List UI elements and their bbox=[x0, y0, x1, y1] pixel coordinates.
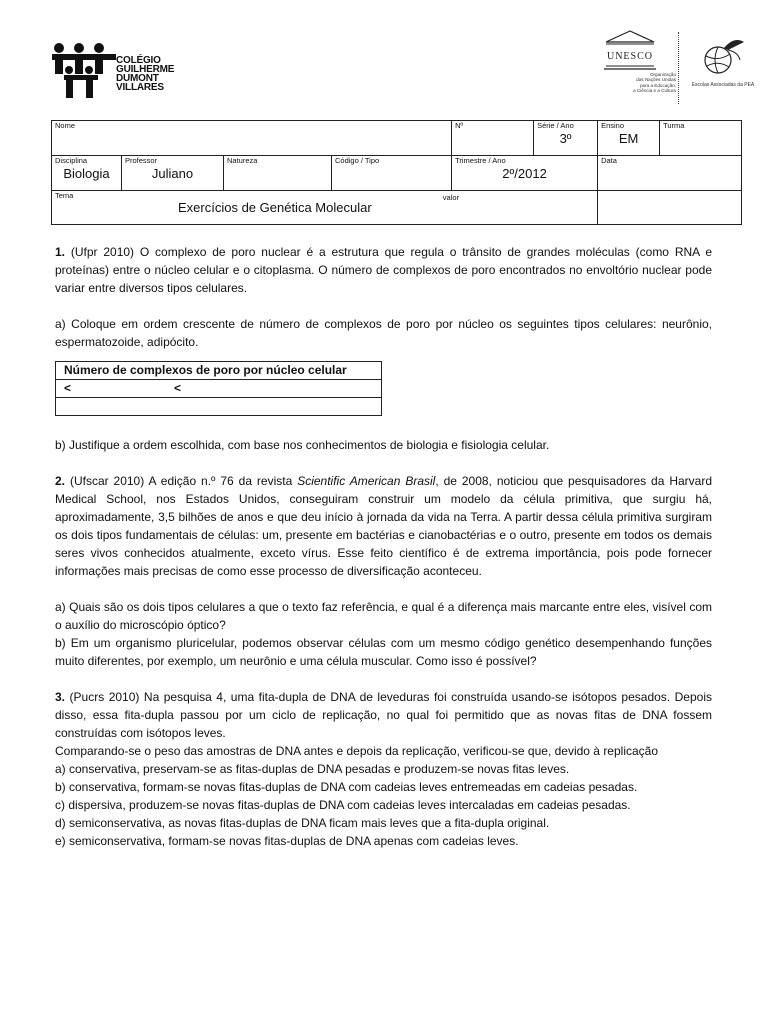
codigo-cell[interactable] bbox=[332, 156, 452, 191]
codigo-label: Código / Tipo bbox=[335, 156, 380, 165]
question-number: 1. bbox=[55, 245, 66, 259]
school-emblem-icon bbox=[52, 42, 118, 100]
disciplina-value: Biologia bbox=[63, 166, 110, 181]
professor-cell[interactable] bbox=[122, 156, 224, 191]
unesco-temple-icon bbox=[604, 30, 656, 72]
trimestre-label: Trimestre / Ano bbox=[455, 156, 506, 165]
question-text: (Pucrs 2010) Na pesquisa 4, uma fita-dupla de DNA de leveduras foi construída usando-se isótopos pesados. Depois disso, essa fita-dupla passou por um ciclo de replicação, no qual foi permitido que as novas fitas de DNA fossem construídas com isótopos leves. bbox=[55, 690, 712, 740]
option-c: c) dispersiva, produzem-se novas fitas-duplas de DNA com cadeias leves intercaladas em cadeias pesadas. bbox=[55, 798, 631, 812]
answer-table bbox=[55, 361, 382, 416]
turma-cell[interactable] bbox=[660, 121, 742, 156]
disciplina-label: Disciplina bbox=[55, 156, 88, 165]
question-1-part-a: a) Coloque em ordem crescente de número de complexos de poro por núcleo os seguintes tipos celulares: neurônio, espermatozoide, adipócito. bbox=[55, 317, 712, 349]
nome-cell[interactable] bbox=[52, 121, 452, 156]
question-2-part-a: a) Quais são os dois tipos celulares a que o texto faz referência, e qual é a diferença mais marcante entre eles, visível com o auxílio do microscópio óptico? bbox=[55, 600, 712, 632]
unesco-caption: Organização das Nações Unidas para a Educação, a Ciência e a Cultura bbox=[633, 72, 676, 94]
data-cell[interactable] bbox=[598, 156, 742, 191]
question-text: (Ufpr 2010) O complexo de poro nuclear é a estrutura que regula o trânsito de grandes moléculas (como RNA e proteínas) entre o núcleo celular e o citoplasma. O número de complexos de poro encontrados no envoltório nuclear pode variar entre diversos tipos celulares. bbox=[55, 245, 712, 295]
ensino-value: EM bbox=[618, 131, 639, 146]
tema-label: Tema bbox=[55, 191, 74, 200]
school-name: COLÉGIO GUILHERME DUMONT VILLARES bbox=[116, 55, 175, 93]
turma-label: Turma bbox=[663, 121, 685, 130]
header-divider bbox=[678, 32, 679, 104]
tema-cell bbox=[52, 191, 598, 225]
serie-value: 3º bbox=[559, 131, 572, 146]
question-1 bbox=[55, 243, 712, 297]
globe-leaf-icon bbox=[694, 34, 752, 82]
question-1-part-b: b) Justifique a ordem escolhida, com base nos conhecimentos de biologia e fisiologia celular. bbox=[55, 438, 550, 452]
answer-blank-row[interactable] bbox=[56, 398, 382, 416]
question-number: 2. bbox=[55, 474, 66, 488]
trimestre-cell[interactable] bbox=[452, 156, 598, 191]
valor-cell[interactable] bbox=[598, 191, 742, 225]
question-3-stem: Comparando-se o peso das amostras de DNA antes e depois da replicação, verificou-se que, devido à replicação bbox=[55, 744, 659, 758]
magazine-title: Scientific American Brasil bbox=[297, 474, 436, 488]
unesco-logo bbox=[596, 30, 676, 106]
professor-label: Professor bbox=[125, 156, 158, 165]
peace-caption: Escolas Associadas da PEA bbox=[691, 82, 755, 88]
ensino-label: Ensino bbox=[601, 121, 624, 130]
less-than-sign: < bbox=[64, 381, 72, 395]
trimestre-value: 2º/2012 bbox=[502, 166, 547, 181]
school-logo bbox=[52, 42, 212, 100]
question-2 bbox=[55, 472, 712, 580]
serie-label: Série / Ano bbox=[537, 121, 574, 130]
numero-label: Nº bbox=[455, 121, 464, 130]
option-d: d) semiconservativa, as novas fitas-duplas de DNA ficam mais leves que a fita-dupla original. bbox=[55, 816, 550, 830]
ensino-cell[interactable] bbox=[598, 121, 660, 156]
disciplina-cell[interactable] bbox=[52, 156, 122, 191]
data-label: Data bbox=[601, 156, 617, 165]
serie-cell[interactable] bbox=[534, 121, 598, 156]
svg-text:UNESCO: UNESCO bbox=[606, 51, 654, 62]
valor-label: valor bbox=[442, 193, 460, 202]
option-e: e) semiconservativa, formam-se novas fitas-duplas de DNA apenas com cadeias leves. bbox=[55, 834, 519, 848]
student-info-table bbox=[51, 120, 742, 225]
question-number: 3. bbox=[55, 690, 66, 704]
option-a: a) conservativa, preservam-se as fitas-duplas de DNA pesadas e produzem-se novas fitas leves. bbox=[55, 762, 570, 776]
question-text: , de 2008, noticiou que pesquisadores da Harvard Medical School, nos Estados Unidos, conseguiram construir um modelo da célula primitiva, que surgiu há, aproximadamente, 3,5 bilhões de anos e que deu início à jornada da vida na Terra. A partir dessa célula primitiva surgiram os dois tipos fundamentais de células: um, presente em bactérias e cianobactérias e o outro, presente em todos os demais seres vivos conhecidos atualmente, exceto vírus. Esse feito científico é de extrema importância, pois pode fornecer informações mais precisas de como esse processo de diversificação aconteceu. bbox=[55, 474, 712, 578]
less-than-sign: < bbox=[174, 381, 182, 395]
question-text: (Ufscar 2010) A edição n.º 76 da revista bbox=[65, 474, 298, 488]
natureza-cell[interactable] bbox=[224, 156, 332, 191]
question-2-part-b: b) Em um organismo pluricelular, podemos observar células com um mesmo código genético desempenhando funções muito diferentes, por exemplo, um neurônio e uma célula muscular. Como isso é possível? bbox=[55, 636, 712, 668]
option-b: b) conservativa, formam-se novas fitas-duplas de DNA com cadeias leves entremeadas em cadeias pesadas. bbox=[55, 780, 638, 794]
professor-value: Juliano bbox=[151, 166, 194, 181]
natureza-label: Natureza bbox=[227, 156, 258, 165]
numero-field[interactable] bbox=[452, 121, 534, 156]
answer-order-row[interactable] bbox=[56, 380, 382, 398]
tema-value: Exercícios de Genética Molecular bbox=[178, 200, 372, 215]
answer-table-header: Número de complexos de poro por núcleo celular bbox=[56, 362, 382, 380]
nome-label: Nome bbox=[55, 121, 76, 130]
question-3 bbox=[55, 688, 712, 742]
exercise-content bbox=[55, 243, 712, 850]
